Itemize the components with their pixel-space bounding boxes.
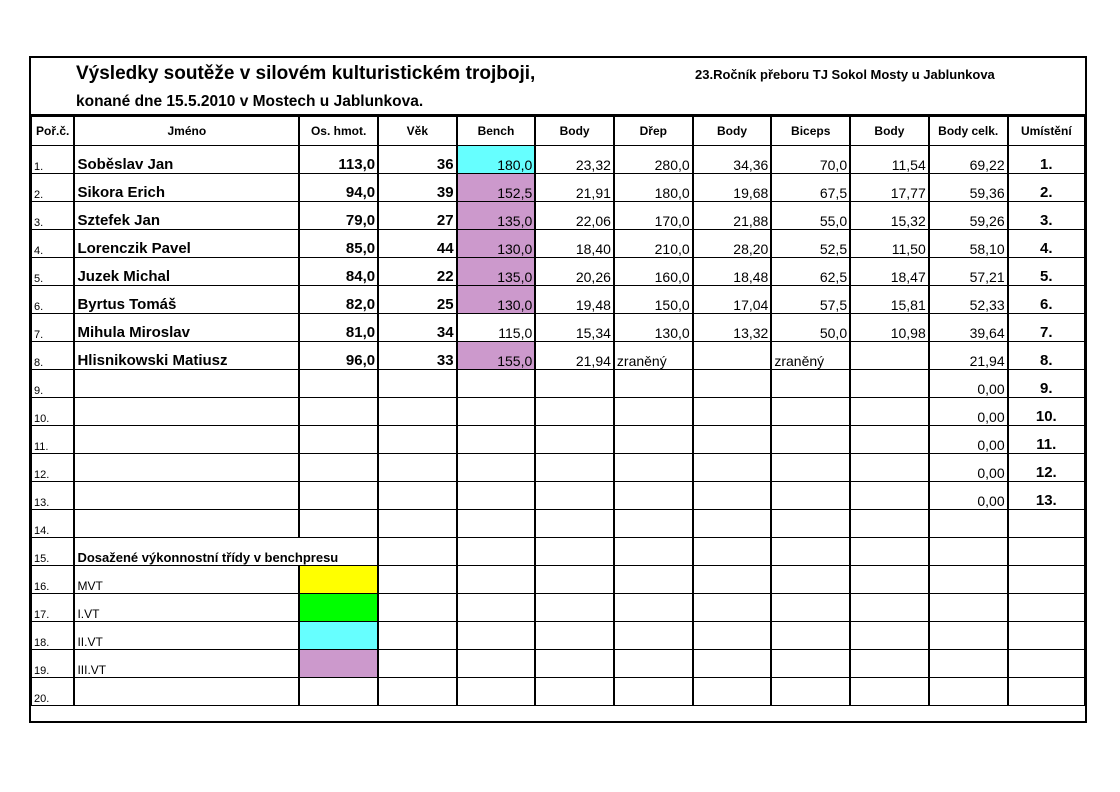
competitor-name: Juzek Michal bbox=[74, 258, 299, 286]
legend-color-swatch bbox=[299, 622, 378, 650]
empty-cell bbox=[1008, 650, 1085, 678]
empty-cell bbox=[771, 594, 850, 622]
cell-body2 bbox=[693, 398, 772, 426]
cell-bench bbox=[457, 482, 536, 510]
cell-body3 bbox=[850, 370, 929, 398]
column-header: Umístění bbox=[1008, 117, 1085, 146]
empty-cell bbox=[693, 538, 772, 566]
legend-label bbox=[74, 510, 299, 538]
cell-age bbox=[378, 454, 457, 482]
cell-body1: 22,06 bbox=[535, 202, 614, 230]
cell-biceps bbox=[771, 398, 850, 426]
title-line-1: Výsledky soutěže v silovém kulturistickém trojboji, bbox=[76, 63, 536, 84]
empty-cell bbox=[771, 650, 850, 678]
cell-age: 25 bbox=[378, 286, 457, 314]
cell-body1 bbox=[535, 426, 614, 454]
cell-squat: 210,0 bbox=[614, 230, 693, 258]
results-table bbox=[31, 116, 1085, 706]
placement-cell: 7. bbox=[1008, 314, 1085, 342]
cell-biceps: 70,0 bbox=[771, 146, 850, 174]
empty-cell bbox=[850, 566, 929, 594]
cell-age: 22 bbox=[378, 258, 457, 286]
cell-bench: 135,0 bbox=[457, 202, 536, 230]
placement-cell: 10. bbox=[1008, 398, 1085, 426]
placement-cell: 12. bbox=[1008, 454, 1085, 482]
competitor-name bbox=[74, 454, 299, 482]
cell-total: 0,00 bbox=[929, 454, 1008, 482]
cell-total: 0,00 bbox=[929, 482, 1008, 510]
cell-squat: 160,0 bbox=[614, 258, 693, 286]
table-row bbox=[32, 482, 1085, 510]
row-number: 16. bbox=[32, 566, 75, 594]
empty-cell bbox=[850, 510, 929, 538]
cell-squat bbox=[614, 454, 693, 482]
cell-body2 bbox=[693, 426, 772, 454]
results-sheet bbox=[29, 56, 1087, 723]
cell-body1: 21,91 bbox=[535, 174, 614, 202]
competitor-name: Mihula Miroslav bbox=[74, 314, 299, 342]
cell-no: 7. bbox=[32, 314, 75, 342]
cell-body1 bbox=[535, 482, 614, 510]
empty-cell bbox=[1008, 566, 1085, 594]
cell-squat: 180,0 bbox=[614, 174, 693, 202]
table-row bbox=[32, 286, 1085, 314]
empty-cell bbox=[457, 650, 536, 678]
cell-total: 0,00 bbox=[929, 426, 1008, 454]
cell-bench bbox=[457, 454, 536, 482]
cell-body3 bbox=[850, 482, 929, 510]
empty-cell bbox=[457, 566, 536, 594]
cell-no: 4. bbox=[32, 230, 75, 258]
empty-cell bbox=[850, 678, 929, 706]
cell-squat: 280,0 bbox=[614, 146, 693, 174]
cell-weight: 113,0 bbox=[299, 146, 378, 174]
cell-biceps: 55,0 bbox=[771, 202, 850, 230]
empty-cell bbox=[771, 538, 850, 566]
column-header: Dřep bbox=[614, 117, 693, 146]
empty-cell bbox=[929, 622, 1008, 650]
cell-bench: 115,0 bbox=[457, 314, 536, 342]
cell-total: 58,10 bbox=[929, 230, 1008, 258]
cell-age: 33 bbox=[378, 342, 457, 370]
row-number: 14. bbox=[32, 510, 75, 538]
cell-biceps bbox=[771, 370, 850, 398]
column-header: Jméno bbox=[74, 117, 299, 146]
cell-total: 59,36 bbox=[929, 174, 1008, 202]
table-row bbox=[32, 314, 1085, 342]
cell-body3: 15,32 bbox=[850, 202, 929, 230]
cell-body3: 11,50 bbox=[850, 230, 929, 258]
cell-no: 8. bbox=[32, 342, 75, 370]
empty-cell bbox=[535, 510, 614, 538]
cell-body3 bbox=[850, 454, 929, 482]
cell-no: 3. bbox=[32, 202, 75, 230]
competitor-name: Soběslav Jan bbox=[74, 146, 299, 174]
column-header: Body bbox=[535, 117, 614, 146]
cell-body1: 20,26 bbox=[535, 258, 614, 286]
competitor-name: Sikora Erich bbox=[74, 174, 299, 202]
cell-body1: 15,34 bbox=[535, 314, 614, 342]
cell-body2: 21,88 bbox=[693, 202, 772, 230]
cell-squat bbox=[614, 426, 693, 454]
row-number: 17. bbox=[32, 594, 75, 622]
cell-no: 5. bbox=[32, 258, 75, 286]
cell-body1 bbox=[535, 398, 614, 426]
cell-biceps: 50,0 bbox=[771, 314, 850, 342]
empty-cell bbox=[693, 622, 772, 650]
empty-cell bbox=[1008, 594, 1085, 622]
placement-cell: 6. bbox=[1008, 286, 1085, 314]
cell-weight: 84,0 bbox=[299, 258, 378, 286]
placement-cell: 1. bbox=[1008, 146, 1085, 174]
cell-biceps: 52,5 bbox=[771, 230, 850, 258]
cell-biceps bbox=[771, 454, 850, 482]
cell-no: 12. bbox=[32, 454, 75, 482]
cell-weight: 82,0 bbox=[299, 286, 378, 314]
table-row bbox=[32, 426, 1085, 454]
cell-body3: 10,98 bbox=[850, 314, 929, 342]
cell-squat: 170,0 bbox=[614, 202, 693, 230]
empty-cell bbox=[378, 650, 457, 678]
empty-cell bbox=[457, 594, 536, 622]
empty-cell bbox=[457, 622, 536, 650]
cell-age: 27 bbox=[378, 202, 457, 230]
cell-age: 44 bbox=[378, 230, 457, 258]
cell-total: 52,33 bbox=[929, 286, 1008, 314]
cell-bench bbox=[457, 370, 536, 398]
placement-cell: 8. bbox=[1008, 342, 1085, 370]
legend-row bbox=[32, 566, 1085, 594]
empty-cell bbox=[614, 622, 693, 650]
competitor-name bbox=[74, 482, 299, 510]
table-row bbox=[32, 342, 1085, 370]
column-header: Věk bbox=[378, 117, 457, 146]
legend-title: Dosažené výkonnostní třídy v benchpresu bbox=[74, 538, 378, 566]
legend-row bbox=[32, 622, 1085, 650]
column-header: Body bbox=[693, 117, 772, 146]
cell-body2: 19,68 bbox=[693, 174, 772, 202]
empty-cell bbox=[614, 510, 693, 538]
cell-weight: 94,0 bbox=[299, 174, 378, 202]
empty-cell bbox=[457, 678, 536, 706]
cell-age bbox=[378, 482, 457, 510]
cell-body3: 18,47 bbox=[850, 258, 929, 286]
cell-body2: 13,32 bbox=[693, 314, 772, 342]
competitor-name bbox=[74, 370, 299, 398]
empty-cell bbox=[929, 650, 1008, 678]
cell-age: 39 bbox=[378, 174, 457, 202]
empty-cell bbox=[299, 678, 378, 706]
cell-bench: 155,0 bbox=[457, 342, 536, 370]
empty-cell bbox=[614, 650, 693, 678]
empty-cell bbox=[929, 566, 1008, 594]
cell-no: 11. bbox=[32, 426, 75, 454]
cell-body2: 18,48 bbox=[693, 258, 772, 286]
empty-cell bbox=[614, 678, 693, 706]
empty-cell bbox=[850, 622, 929, 650]
empty-cell bbox=[929, 538, 1008, 566]
cell-body2 bbox=[693, 342, 772, 370]
cell-total: 69,22 bbox=[929, 146, 1008, 174]
legend-color-swatch bbox=[299, 594, 378, 622]
cell-no: 1. bbox=[32, 146, 75, 174]
table-row bbox=[32, 202, 1085, 230]
legend-label: II.VT bbox=[74, 622, 299, 650]
column-header: Bench bbox=[457, 117, 536, 146]
empty-cell bbox=[1008, 538, 1085, 566]
competitor-name: Byrtus Tomáš bbox=[74, 286, 299, 314]
legend-row bbox=[32, 650, 1085, 678]
row-number: 18. bbox=[32, 622, 75, 650]
cell-body2 bbox=[693, 454, 772, 482]
cell-body1 bbox=[535, 454, 614, 482]
legend-label bbox=[74, 678, 299, 706]
empty-cell bbox=[614, 594, 693, 622]
cell-biceps: 67,5 bbox=[771, 174, 850, 202]
column-header: Poř.č. bbox=[32, 117, 75, 146]
cell-body1: 23,32 bbox=[535, 146, 614, 174]
cell-no: 10. bbox=[32, 398, 75, 426]
empty-cell bbox=[614, 538, 693, 566]
row-number: 19. bbox=[32, 650, 75, 678]
empty-cell bbox=[535, 594, 614, 622]
empty-cell bbox=[535, 566, 614, 594]
cell-body3: 15,81 bbox=[850, 286, 929, 314]
empty-cell bbox=[850, 538, 929, 566]
column-header: Body bbox=[850, 117, 929, 146]
cell-bench: 130,0 bbox=[457, 286, 536, 314]
empty-cell bbox=[929, 594, 1008, 622]
competitor-name bbox=[74, 398, 299, 426]
competitor-name: Lorenczik Pavel bbox=[74, 230, 299, 258]
legend-label: MVT bbox=[74, 566, 299, 594]
empty-cell bbox=[929, 510, 1008, 538]
table-row bbox=[32, 258, 1085, 286]
cell-body1 bbox=[535, 370, 614, 398]
legend-color-swatch bbox=[299, 566, 378, 594]
empty-cell bbox=[614, 566, 693, 594]
cell-bench: 130,0 bbox=[457, 230, 536, 258]
empty-cell bbox=[535, 622, 614, 650]
cell-bench: 152,5 bbox=[457, 174, 536, 202]
cell-no: 6. bbox=[32, 286, 75, 314]
cell-body3 bbox=[850, 398, 929, 426]
cell-weight bbox=[299, 482, 378, 510]
cell-bench: 180,0 bbox=[457, 146, 536, 174]
empty-cell bbox=[693, 510, 772, 538]
cell-age bbox=[378, 426, 457, 454]
table-row bbox=[32, 146, 1085, 174]
empty-cell bbox=[693, 566, 772, 594]
legend-row bbox=[32, 678, 1085, 706]
empty-cell bbox=[378, 510, 457, 538]
cell-body2: 28,20 bbox=[693, 230, 772, 258]
empty-cell bbox=[693, 594, 772, 622]
cell-total: 59,26 bbox=[929, 202, 1008, 230]
cell-body1: 19,48 bbox=[535, 286, 614, 314]
cell-body2 bbox=[693, 482, 772, 510]
cell-body3: 17,77 bbox=[850, 174, 929, 202]
cell-age bbox=[378, 370, 457, 398]
cell-squat bbox=[614, 370, 693, 398]
title-line-2: konané dne 15.5.2010 v Mostech u Jablunkova. bbox=[76, 93, 424, 110]
cell-weight bbox=[299, 454, 378, 482]
legend-label: I.VT bbox=[74, 594, 299, 622]
cell-squat: 130,0 bbox=[614, 314, 693, 342]
cell-bench: 135,0 bbox=[457, 258, 536, 286]
cell-weight: 81,0 bbox=[299, 314, 378, 342]
placement-cell: 4. bbox=[1008, 230, 1085, 258]
empty-cell bbox=[850, 594, 929, 622]
empty-cell bbox=[1008, 622, 1085, 650]
cell-total: 39,64 bbox=[929, 314, 1008, 342]
cell-no: 2. bbox=[32, 174, 75, 202]
placement-cell: 2. bbox=[1008, 174, 1085, 202]
empty-cell bbox=[378, 678, 457, 706]
cell-squat bbox=[614, 482, 693, 510]
empty-cell bbox=[693, 678, 772, 706]
cell-body2: 34,36 bbox=[693, 146, 772, 174]
empty-cell bbox=[457, 510, 536, 538]
cell-age: 34 bbox=[378, 314, 457, 342]
competitor-name: Sztefek Jan bbox=[74, 202, 299, 230]
sheet-header bbox=[31, 58, 1085, 116]
cell-total: 0,00 bbox=[929, 370, 1008, 398]
empty-cell bbox=[378, 622, 457, 650]
cell-no: 9. bbox=[32, 370, 75, 398]
empty-cell bbox=[771, 566, 850, 594]
column-header: Biceps bbox=[771, 117, 850, 146]
table-row bbox=[32, 174, 1085, 202]
header-row bbox=[32, 117, 1085, 146]
cell-body1: 18,40 bbox=[535, 230, 614, 258]
cell-body3 bbox=[850, 426, 929, 454]
cell-age: 36 bbox=[378, 146, 457, 174]
column-header: Os. hmot. bbox=[299, 117, 378, 146]
legend-label: III.VT bbox=[74, 650, 299, 678]
cell-biceps bbox=[771, 482, 850, 510]
cell-body3: 11,54 bbox=[850, 146, 929, 174]
empty-cell bbox=[771, 622, 850, 650]
cell-total: 21,94 bbox=[929, 342, 1008, 370]
competitor-name bbox=[74, 426, 299, 454]
placement-cell: 5. bbox=[1008, 258, 1085, 286]
empty-cell bbox=[535, 678, 614, 706]
cell-weight bbox=[299, 426, 378, 454]
column-header: Body celk. bbox=[929, 117, 1008, 146]
empty-cell bbox=[457, 538, 536, 566]
cell-no: 13. bbox=[32, 482, 75, 510]
cell-weight bbox=[299, 398, 378, 426]
empty-cell bbox=[693, 650, 772, 678]
competitor-name: Hlisnikowski Matiusz bbox=[74, 342, 299, 370]
cell-total: 0,00 bbox=[929, 398, 1008, 426]
placement-cell: 13. bbox=[1008, 482, 1085, 510]
cell-biceps bbox=[771, 426, 850, 454]
legend-row bbox=[32, 538, 1085, 566]
cell-biceps: zraněný bbox=[771, 342, 850, 370]
table-row bbox=[32, 230, 1085, 258]
empty-cell bbox=[378, 566, 457, 594]
legend-row bbox=[32, 594, 1085, 622]
row-number: 15. bbox=[32, 538, 75, 566]
cell-squat bbox=[614, 398, 693, 426]
table-row bbox=[32, 454, 1085, 482]
table-row bbox=[32, 398, 1085, 426]
cell-biceps: 62,5 bbox=[771, 258, 850, 286]
empty-cell bbox=[850, 650, 929, 678]
cell-squat: 150,0 bbox=[614, 286, 693, 314]
empty-cell bbox=[378, 538, 457, 566]
cell-squat: zraněný bbox=[614, 342, 693, 370]
empty-cell bbox=[535, 538, 614, 566]
placement-cell: 3. bbox=[1008, 202, 1085, 230]
cell-weight: 85,0 bbox=[299, 230, 378, 258]
cell-body1: 21,94 bbox=[535, 342, 614, 370]
empty-cell bbox=[1008, 678, 1085, 706]
cell-body3 bbox=[850, 342, 929, 370]
empty-cell bbox=[929, 678, 1008, 706]
competition-subtitle: 23.Ročník přeboru TJ Sokol Mosty u Jablunkova bbox=[695, 67, 995, 82]
row-number: 20. bbox=[32, 678, 75, 706]
cell-bench bbox=[457, 426, 536, 454]
legend-color-swatch bbox=[299, 650, 378, 678]
placement-cell: 11. bbox=[1008, 426, 1085, 454]
empty-cell bbox=[378, 594, 457, 622]
cell-age bbox=[378, 398, 457, 426]
empty-cell bbox=[299, 510, 378, 538]
cell-bench bbox=[457, 398, 536, 426]
cell-body2 bbox=[693, 370, 772, 398]
cell-body2: 17,04 bbox=[693, 286, 772, 314]
empty-cell bbox=[771, 678, 850, 706]
empty-cell bbox=[771, 510, 850, 538]
empty-cell bbox=[1008, 510, 1085, 538]
cell-biceps: 57,5 bbox=[771, 286, 850, 314]
placement-cell: 9. bbox=[1008, 370, 1085, 398]
cell-weight bbox=[299, 370, 378, 398]
cell-total: 57,21 bbox=[929, 258, 1008, 286]
cell-weight: 79,0 bbox=[299, 202, 378, 230]
empty-cell bbox=[535, 650, 614, 678]
cell-weight: 96,0 bbox=[299, 342, 378, 370]
legend-row bbox=[32, 510, 1085, 538]
table-row bbox=[32, 370, 1085, 398]
